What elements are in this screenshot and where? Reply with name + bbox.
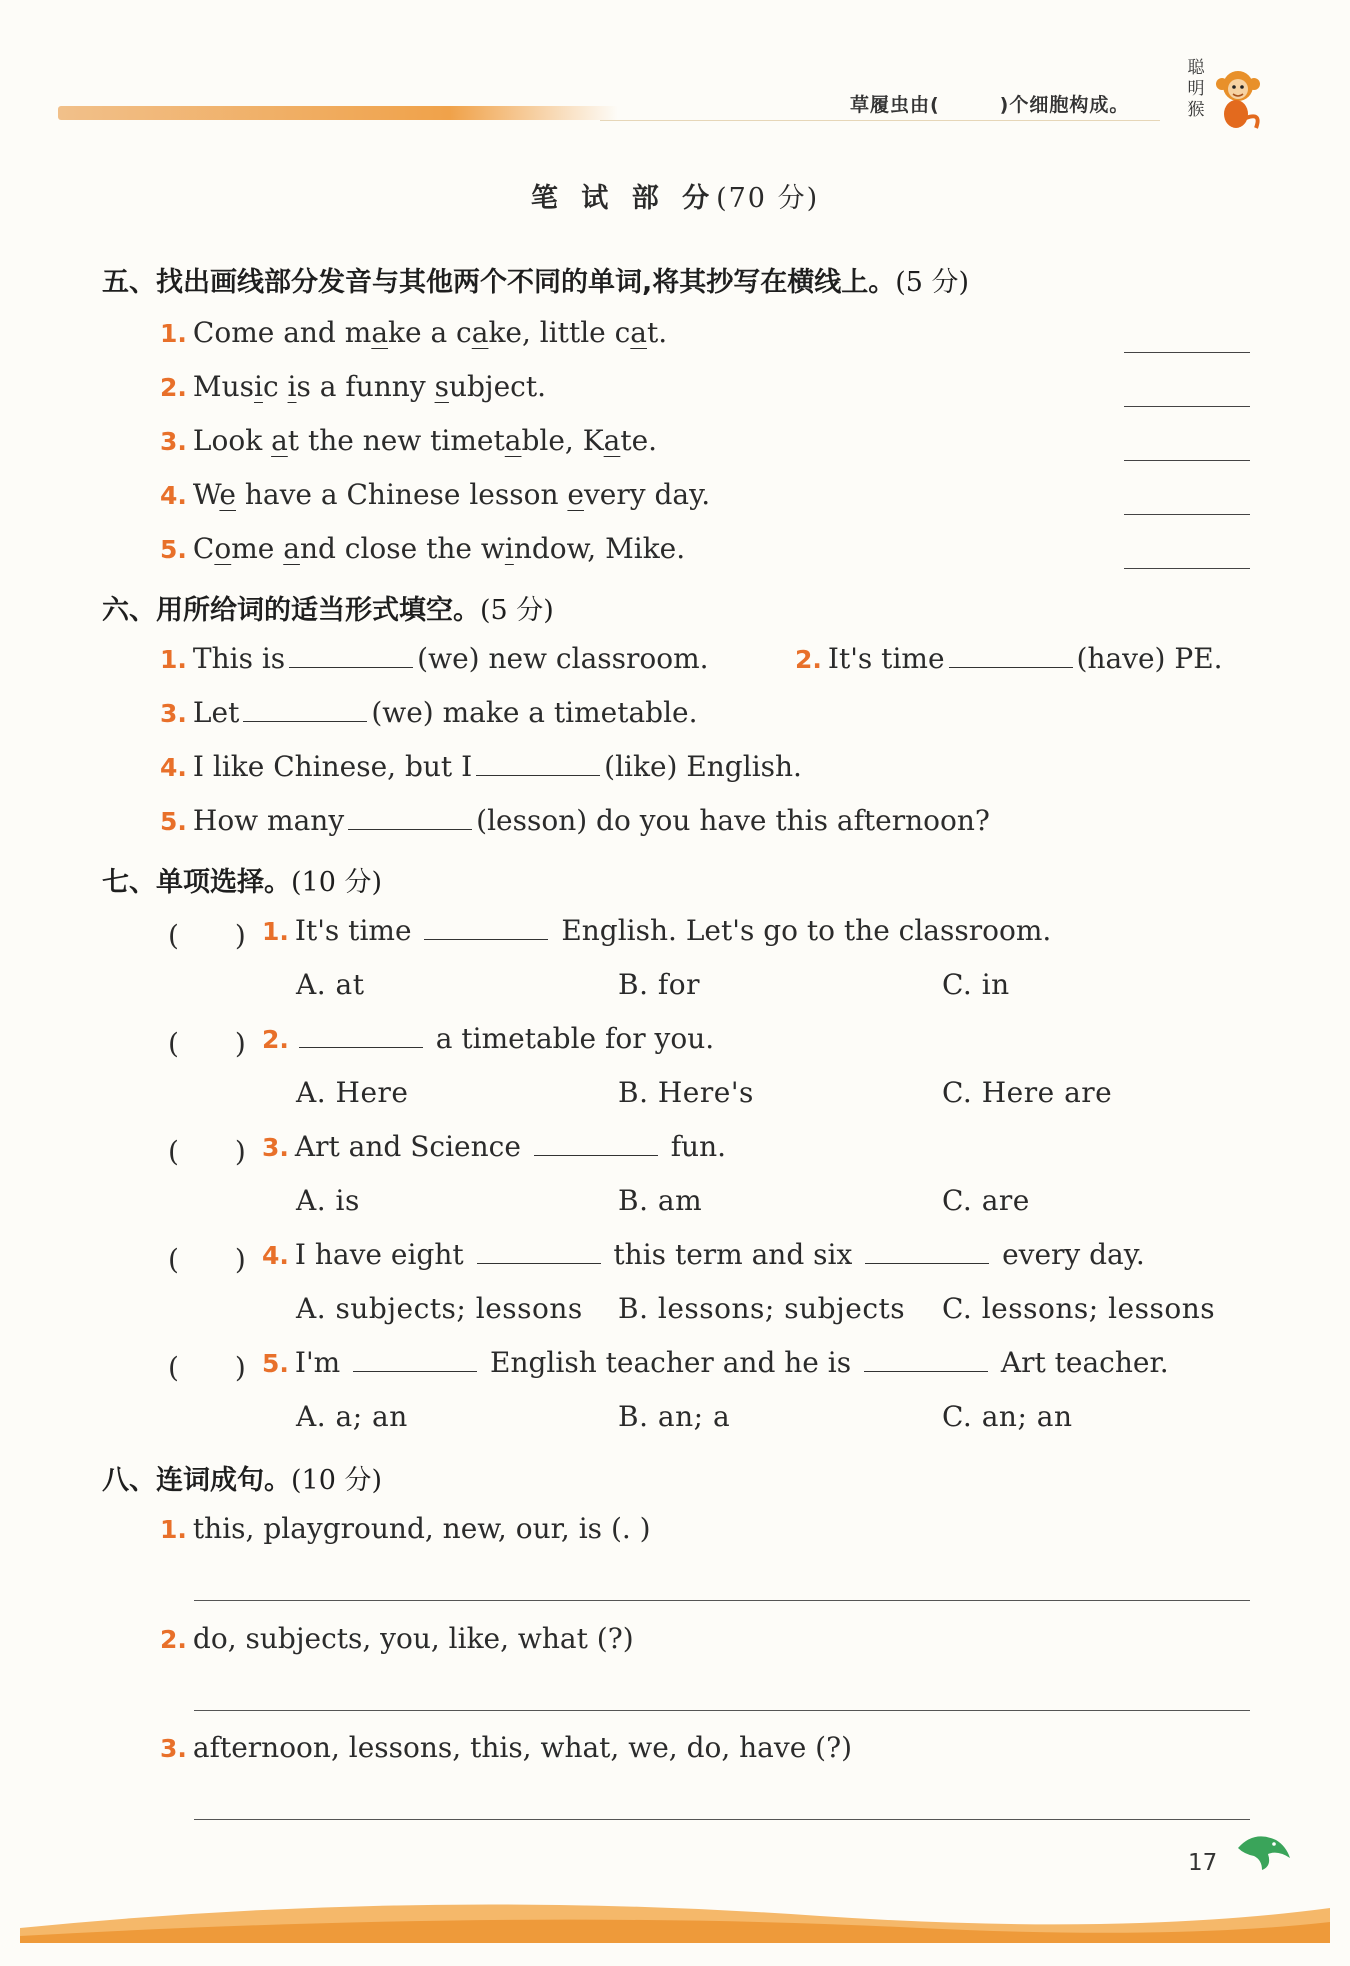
option-a[interactable]: A. at <box>296 968 365 1001</box>
answer-line[interactable] <box>1124 568 1250 569</box>
q7-item <box>262 1022 714 1055</box>
q6-item <box>795 642 1223 675</box>
q8-item <box>160 1622 634 1655</box>
option-c[interactable]: C. are <box>942 1184 1030 1217</box>
answer-parentheses[interactable]: ( ) <box>168 1027 246 1060</box>
item-text: I'm <box>294 1346 350 1379</box>
answer-writing-line[interactable] <box>194 1600 1250 1601</box>
item-number: 2. <box>160 1625 187 1654</box>
q5-item <box>160 478 710 511</box>
item-number: 1. <box>160 645 187 674</box>
item-text: s a funny <box>296 370 435 403</box>
section-title-text: 笔 试 部 分 <box>530 183 717 214</box>
q5-item <box>160 316 667 349</box>
q5-item <box>160 370 546 403</box>
item-number: 4. <box>160 753 187 782</box>
q5-points: (5 分) <box>895 267 970 298</box>
q5-heading-text: 五、找出画线部分发音与其他两个不同的单词,将其抄写在横线上。 <box>102 267 896 298</box>
answer-line[interactable] <box>1124 406 1250 407</box>
item-text: c <box>262 370 288 403</box>
item-text: I have eight <box>294 1238 473 1271</box>
option-b[interactable]: B. for <box>618 968 700 1001</box>
option-b[interactable]: B. lessons; subjects <box>618 1292 906 1325</box>
item-text: a timetable for you. <box>426 1022 715 1055</box>
underlined-letter: a <box>371 316 389 349</box>
q7-item <box>262 914 1051 947</box>
q5-item <box>160 532 685 565</box>
header-trivia: 草履虫由( )个细胞构成。 <box>850 94 1130 116</box>
q7-heading-text: 七、单项选择。 <box>102 867 291 898</box>
underlined-letter: e <box>219 478 236 511</box>
answer-line[interactable] <box>1124 460 1250 461</box>
option-a[interactable]: A. Here <box>296 1076 409 1109</box>
item-text: Look <box>192 424 272 457</box>
underlined-letter: a <box>504 424 522 457</box>
answer-blank[interactable] <box>864 1347 988 1372</box>
answer-writing-line[interactable] <box>194 1710 1250 1711</box>
section-title <box>0 176 1350 215</box>
item-number: 3. <box>160 1734 187 1763</box>
q5-heading <box>102 260 969 299</box>
answer-blank[interactable] <box>865 1239 989 1264</box>
answer-blank[interactable] <box>424 915 548 940</box>
item-text: ble, K <box>521 424 604 457</box>
footer-band <box>20 1888 1330 1943</box>
dolphin-icon <box>1232 1818 1294 1880</box>
q8-item <box>160 1512 651 1545</box>
item-text: It's time <box>827 642 945 675</box>
item-number: 2. <box>795 645 822 674</box>
q7-item <box>262 1346 1169 1379</box>
item-text: English. Let's go to the classroom. <box>552 914 1052 947</box>
item-number: 1. <box>160 319 187 348</box>
item-number: 2. <box>262 1025 289 1054</box>
item-text: It's time <box>294 914 421 947</box>
q7-heading <box>102 860 382 899</box>
item-text: This is <box>192 642 286 675</box>
item-text: this term and six <box>604 1238 862 1271</box>
item-text: How many <box>192 804 345 837</box>
item-number: 1. <box>262 917 289 946</box>
item-text: Mus <box>192 370 254 403</box>
item-text: ke a c <box>388 316 472 349</box>
item-text: I like Chinese, but I <box>192 750 473 783</box>
option-c[interactable]: C. an; an <box>942 1400 1073 1433</box>
item-text: this, playground, new, our, is (. ) <box>192 1512 651 1545</box>
answer-blank[interactable] <box>949 643 1073 668</box>
q6-points: (5 分) <box>480 595 554 626</box>
q6-item <box>160 642 709 675</box>
q6-item <box>160 804 990 837</box>
underlined-letter: o <box>214 532 232 565</box>
q7-points: (10 分) <box>291 867 383 898</box>
header-stripe <box>58 106 618 120</box>
option-a[interactable]: A. subjects; lessons <box>296 1292 583 1325</box>
q7-item <box>262 1238 1145 1271</box>
item-text: (we) make a timetable. <box>371 696 698 729</box>
monkey-icon <box>1206 66 1264 132</box>
answer-parentheses[interactable]: ( ) <box>168 1351 246 1384</box>
item-text: (lesson) do you have this afternoon? <box>476 804 990 837</box>
answer-blank[interactable] <box>534 1131 658 1156</box>
q6-heading-text: 六、用所给词的适当形式填空。 <box>102 595 480 626</box>
answer-blank[interactable] <box>299 1023 423 1048</box>
header-rule <box>600 120 1160 121</box>
option-c[interactable]: C. lessons; lessons <box>942 1292 1216 1325</box>
item-number: 5. <box>160 535 187 564</box>
item-text: W <box>192 478 220 511</box>
underlined-letter: a <box>603 424 621 457</box>
underlined-letter: i <box>504 532 514 565</box>
item-text: te. <box>620 424 658 457</box>
item-text: nd close the w <box>299 532 505 565</box>
item-number: 3. <box>160 427 187 456</box>
answer-blank[interactable] <box>289 643 413 668</box>
item-text: Art and Science <box>294 1130 530 1163</box>
item-text: ke, little c <box>488 316 631 349</box>
item-text: every day. <box>993 1238 1145 1271</box>
answer-line[interactable] <box>1124 514 1250 515</box>
item-text: me <box>231 532 284 565</box>
item-text: afternoon, lessons, this, what, we, do, have (?) <box>192 1731 853 1764</box>
answer-parentheses[interactable]: ( ) <box>168 1135 246 1168</box>
q8-heading <box>102 1458 382 1497</box>
underlined-letter: a <box>630 316 647 349</box>
q7-item <box>262 1130 726 1163</box>
underlined-letter: i <box>287 370 297 403</box>
underlined-letter: a <box>471 316 489 349</box>
item-text: ndow, Mike. <box>513 532 686 565</box>
item-text: (like) English. <box>604 750 802 783</box>
option-b[interactable]: B. Here's <box>618 1076 754 1109</box>
item-text: Art teacher. <box>992 1346 1169 1379</box>
page-number: 17 <box>1188 1850 1218 1876</box>
option-c[interactable]: C. Here are <box>942 1076 1113 1109</box>
item-number: 3. <box>160 699 187 728</box>
option-c[interactable]: C. in <box>942 968 1010 1001</box>
item-number: 4. <box>160 481 187 510</box>
q6-item <box>160 750 802 783</box>
item-number: 3. <box>262 1133 289 1162</box>
underlined-letter: i <box>253 370 263 403</box>
underlined-letter: s <box>434 370 449 403</box>
answer-blank[interactable] <box>353 1347 477 1372</box>
item-number: 1. <box>160 1515 187 1544</box>
logo-text: 聪 明 猴 <box>1187 58 1205 120</box>
answer-blank[interactable] <box>477 1239 601 1264</box>
item-number: 4. <box>262 1241 289 1270</box>
option-a[interactable]: A. a; an <box>296 1400 408 1433</box>
underlined-letter: e <box>567 478 584 511</box>
answer-blank[interactable] <box>243 697 367 722</box>
underlined-letter: a <box>271 424 288 457</box>
item-number: 5. <box>160 807 187 836</box>
q8-heading-text: 八、连词成句。 <box>102 1465 291 1496</box>
answer-blank[interactable] <box>476 751 600 776</box>
answer-parentheses[interactable]: ( ) <box>168 1243 246 1276</box>
item-text: Come and m <box>192 316 372 349</box>
option-b[interactable]: B. an; a <box>618 1400 731 1433</box>
item-text: very day. <box>583 478 711 511</box>
logo <box>1184 58 1268 136</box>
q5-item <box>160 424 657 457</box>
item-text: ubject. <box>448 370 546 403</box>
option-a[interactable]: A. is <box>296 1184 360 1217</box>
item-text: C <box>192 532 215 565</box>
item-text: t the new timet <box>287 424 505 457</box>
underlined-letter: a <box>283 532 300 565</box>
item-number: 2. <box>160 373 187 402</box>
item-text: do, subjects, you, like, what (?) <box>192 1622 634 1655</box>
item-text: t. <box>647 316 668 349</box>
item-text: have a Chinese lesson <box>235 478 568 511</box>
answer-blank[interactable] <box>348 805 472 830</box>
item-text: English teacher and he is <box>481 1346 860 1379</box>
answer-parentheses[interactable]: ( ) <box>168 919 246 952</box>
q6-heading <box>102 588 554 627</box>
item-number: 5. <box>262 1349 289 1378</box>
option-b[interactable]: B. am <box>618 1184 703 1217</box>
item-text: fun. <box>661 1130 727 1163</box>
section-title-points: (70 分) <box>716 183 820 214</box>
answer-writing-line[interactable] <box>194 1819 1250 1820</box>
q8-item <box>160 1731 852 1764</box>
item-text: Let <box>192 696 240 729</box>
q6-item <box>160 696 698 729</box>
q8-points: (10 分) <box>291 1465 383 1496</box>
item-text: (have) PE. <box>1076 642 1223 675</box>
item-text: (we) new classroom. <box>417 642 709 675</box>
answer-line[interactable] <box>1124 352 1250 353</box>
